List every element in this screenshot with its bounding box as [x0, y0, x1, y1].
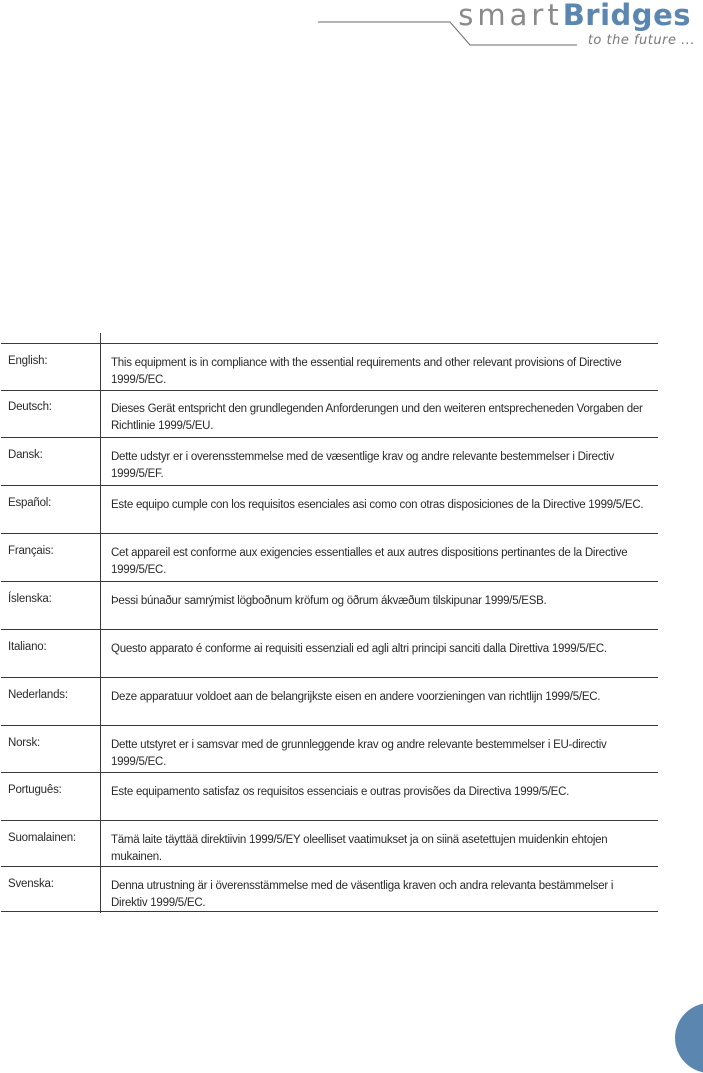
compliance-text: Tämä laite täyttää direktiivin 1999/5/EY oleelliset vaatimukset ja on siinä asetettujen muidenkin ehtojen mukainen. — [111, 834, 608, 863]
language-label: Italiano: — [8, 641, 47, 653]
language-label: Suomalainen: — [8, 832, 76, 844]
compliance-text: Cet appareil est conforme aux exigencies essentialles et aux autres dispositions pertinantes de la Directive 1999/5/EC. — [111, 547, 628, 576]
table-row — [1, 773, 658, 821]
brand-tagline: to the future ... — [587, 33, 695, 48]
language-label: Português: — [8, 784, 62, 796]
table-row — [1, 343, 658, 391]
compliance-text: Dieses Gerät entspricht den grundlegenden Anforderungen und den weiteren entsprecheneden Vorgaben der Richtlinie 1999/5/EU. — [111, 403, 643, 432]
table-row — [1, 821, 658, 867]
table-row — [1, 534, 658, 582]
compliance-text: Denna utrustning är i överensstämmelse med de väsentliga kraven och andra relevanta bestämmelser i Direktiv 1999/5/EC. — [111, 880, 614, 909]
compliance-text: Dette utstyret er i samsvar med de grunnleggende krav og andre relevante bestemmelser i EU-directiv 1999/5/EC. — [111, 739, 607, 768]
language-label: Nederlands: — [8, 689, 68, 701]
table-row — [1, 486, 658, 534]
language-label: Deutsch: — [8, 401, 52, 413]
table-row — [1, 582, 658, 630]
brand-bridges: Bridges — [562, 0, 691, 32]
table-row — [1, 726, 658, 773]
table-row — [1, 867, 658, 912]
language-label: Svenska: — [8, 878, 54, 890]
language-label: Español: — [8, 497, 52, 509]
compliance-text: Þessi búnaður samrýmist lögboðnum kröfum og öðrum ákvæðum tilskipunar 1999/5/ESB. — [111, 595, 547, 607]
language-label: Íslenska: — [8, 593, 52, 605]
compliance-text: Dette udstyr er i overensstemmelse med de væsentlige krav og andre relevante bestemmelser i Directiv 1999/5/EF. — [111, 451, 614, 480]
language-label: English: — [8, 355, 48, 367]
table-row — [1, 630, 658, 678]
language-label: Dansk: — [8, 449, 43, 461]
table-row — [1, 390, 658, 438]
compliance-text: Questo apparato é conforme ai requisiti essenziali ed agli altri principi sanciti dalla Direttiva 1999/5/EC. — [111, 643, 607, 655]
page-corner-tab — [675, 1003, 703, 1073]
brand-smart: smart — [458, 0, 563, 32]
compliance-text: Este equipamento satisfaz os requisitos essenciais e outras provisões da Directiva 1999/5/EC. — [111, 786, 570, 798]
brand-logo — [458, 0, 691, 32]
compliance-text: Este equipo cumple con los requisitos esenciales asi como con otras disposiciones de la Directive 1999/5/EC. — [111, 499, 644, 511]
language-label: Norsk: — [8, 737, 41, 749]
compliance-text: Deze apparatuur voldoet aan de belangrijkste eisen en andere voorzieningen van richtlijn 1999/5/EC. — [111, 691, 601, 703]
compliance-text: This equipment is in compliance with the essential requirements and other relevant provisions of Directive 1999/5/EC. — [111, 357, 622, 386]
table-row — [1, 438, 658, 486]
table-row — [1, 678, 658, 726]
compliance-table — [1, 333, 658, 913]
language-label: Français: — [8, 545, 54, 557]
